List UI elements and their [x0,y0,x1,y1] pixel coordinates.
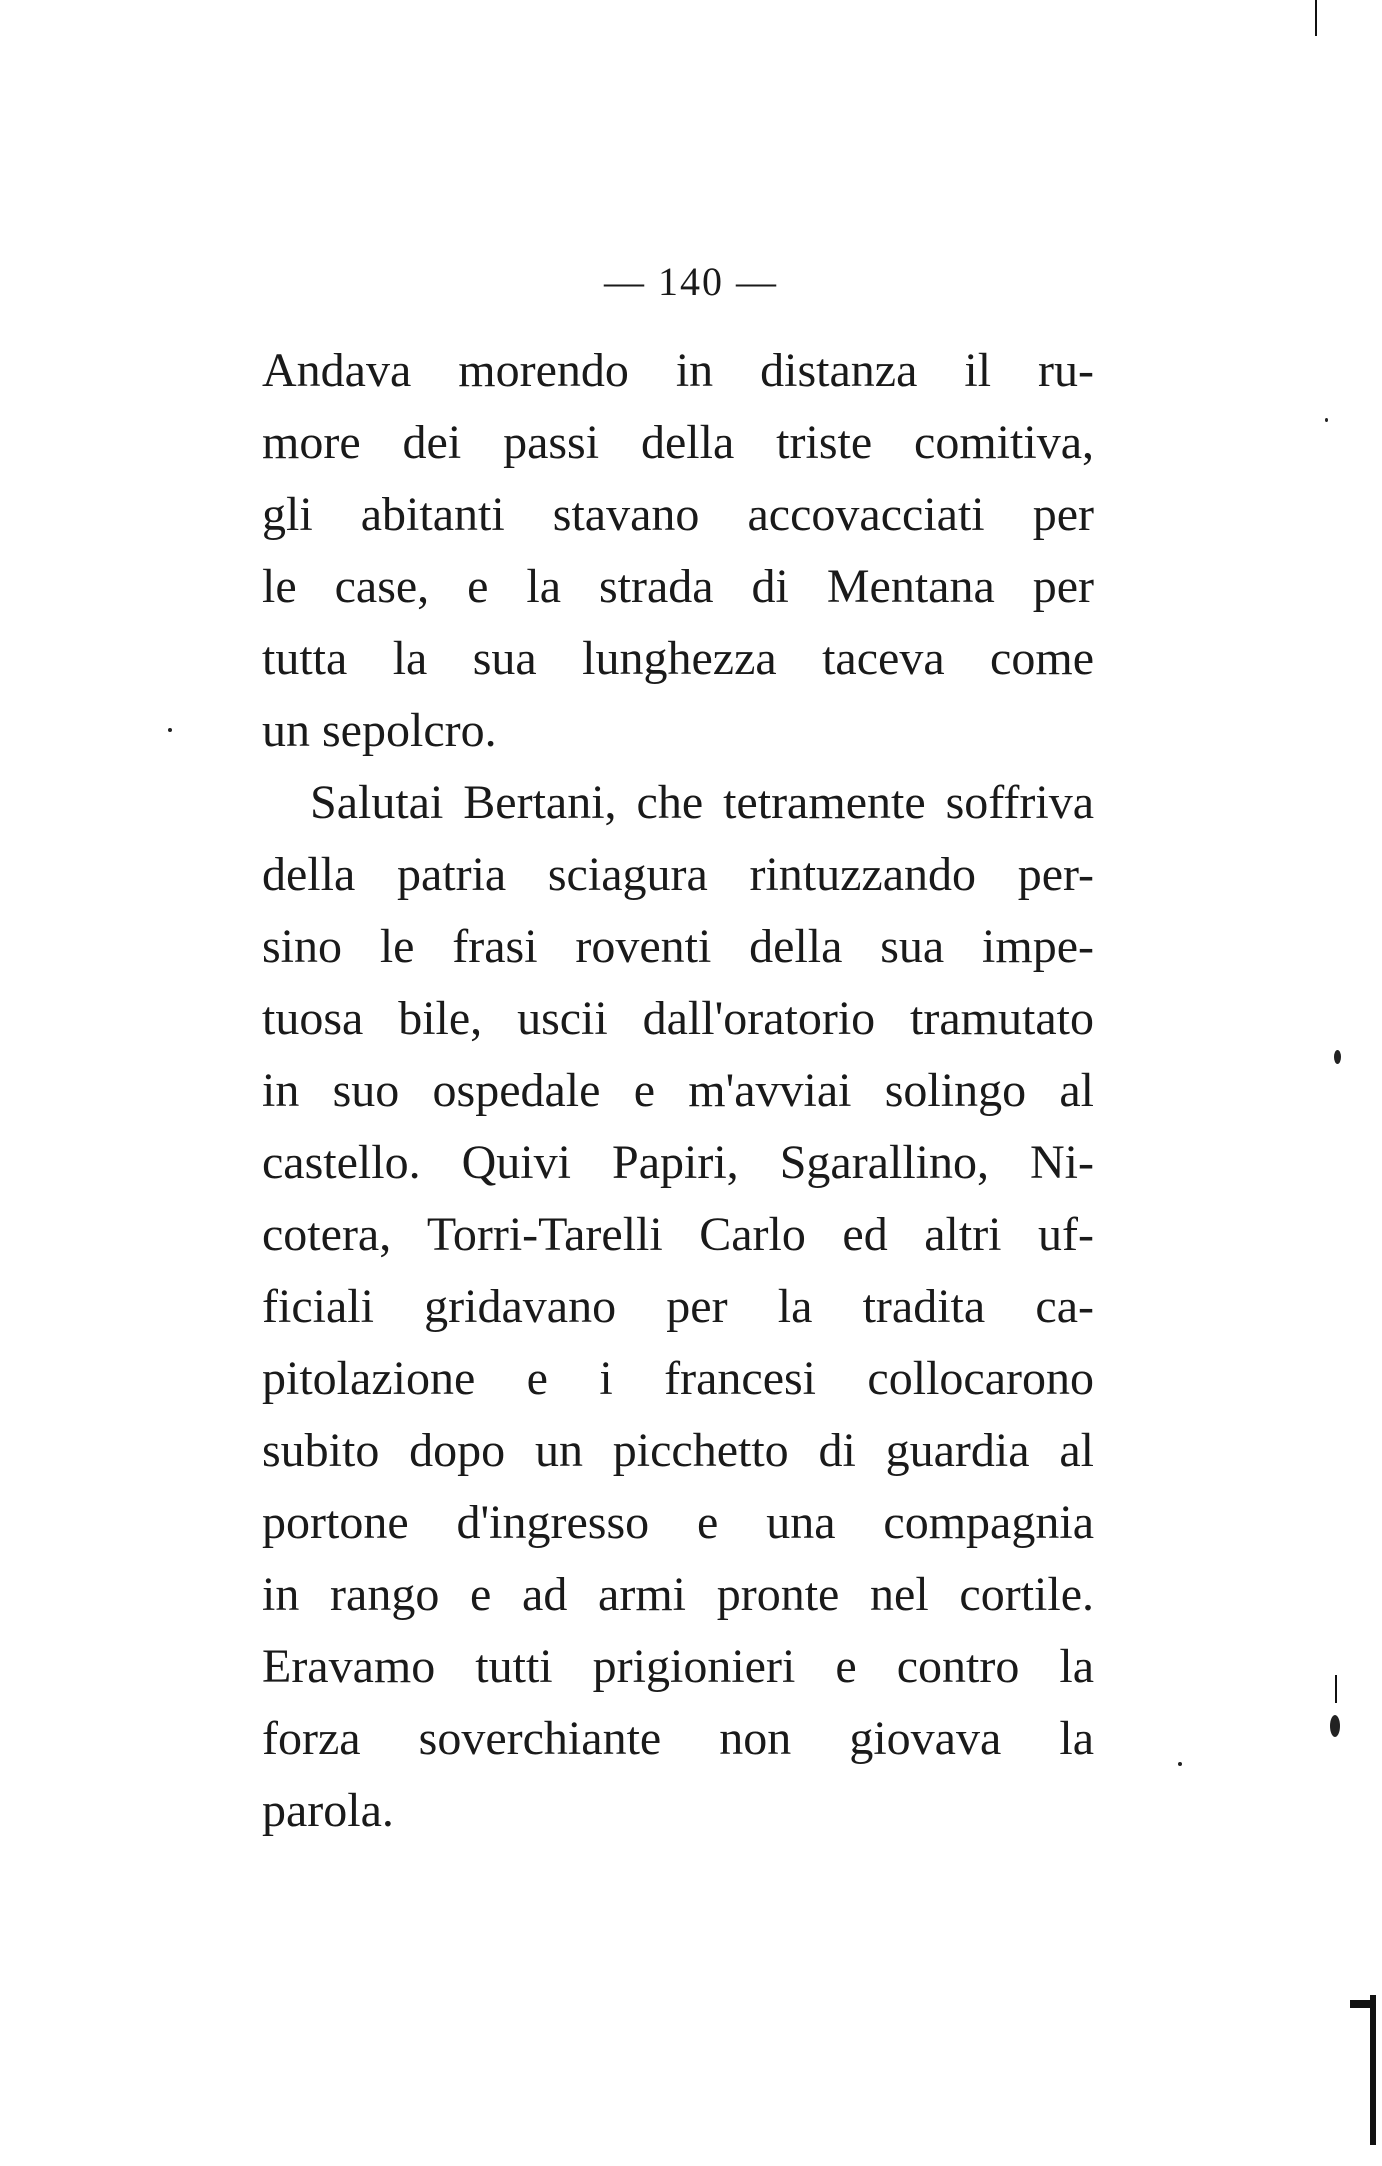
text-line: Andava morendo in distanza il ru- [262,344,1094,397]
scan-edge-mark [1350,2000,1374,2008]
scan-speck [168,728,172,732]
text-line: castello. Quivi Papiri, Sgarallino, Ni- [262,1136,1094,1189]
text-line: parola. [262,1784,394,1837]
text-line: pitolazione e i francesi collocarono [262,1352,1094,1405]
text-line: subito dopo un picchetto di guardia al [262,1424,1094,1477]
text-line: forza soverchiante non giovava la [262,1712,1094,1765]
text-line: gli abitanti stavano accovacciati per [262,488,1094,541]
text-line: portone d'ingresso e una compagnia [262,1496,1094,1549]
text-line: cotera, Torri-Tarelli Carlo ed altri uf- [262,1208,1094,1261]
text-line: in rango e ad armi pronte nel cortile. [262,1568,1094,1621]
scan-speck [1178,1762,1182,1766]
text-line: le case, e la strada di Mentana per [262,560,1094,613]
body-text [262,335,1094,1847]
text-line: Salutai Bertani, che tetramente soffriva [310,776,1094,829]
scan-edge-mark [1370,1995,1376,2145]
page-number: — 140 — [604,259,778,304]
scan-edge-mark [1335,1675,1337,1703]
text-line: un sepolcro. [262,704,497,757]
scan-edge-mark [1315,0,1317,36]
text-line: more dei passi della triste comitiva, [262,416,1094,469]
scan-speck [1334,1050,1341,1064]
text-line: in suo ospedale e m'avviai solingo al [262,1064,1094,1117]
text-line: sino le frasi roventi della sua impe- [262,920,1094,973]
text-line: ficiali gridavano per la tradita ca- [262,1280,1094,1333]
text-line: tuosa bile, uscii dall'oratorio tramutato [262,992,1094,1045]
scan-speck [1325,418,1328,422]
text-line: Eravamo tutti prigionieri e contro la [262,1640,1094,1693]
text-line: della patria sciagura rintuzzando per- [262,848,1094,901]
scan-speck [1330,1715,1340,1737]
text-line: tutta la sua lunghezza taceva come [262,632,1094,685]
